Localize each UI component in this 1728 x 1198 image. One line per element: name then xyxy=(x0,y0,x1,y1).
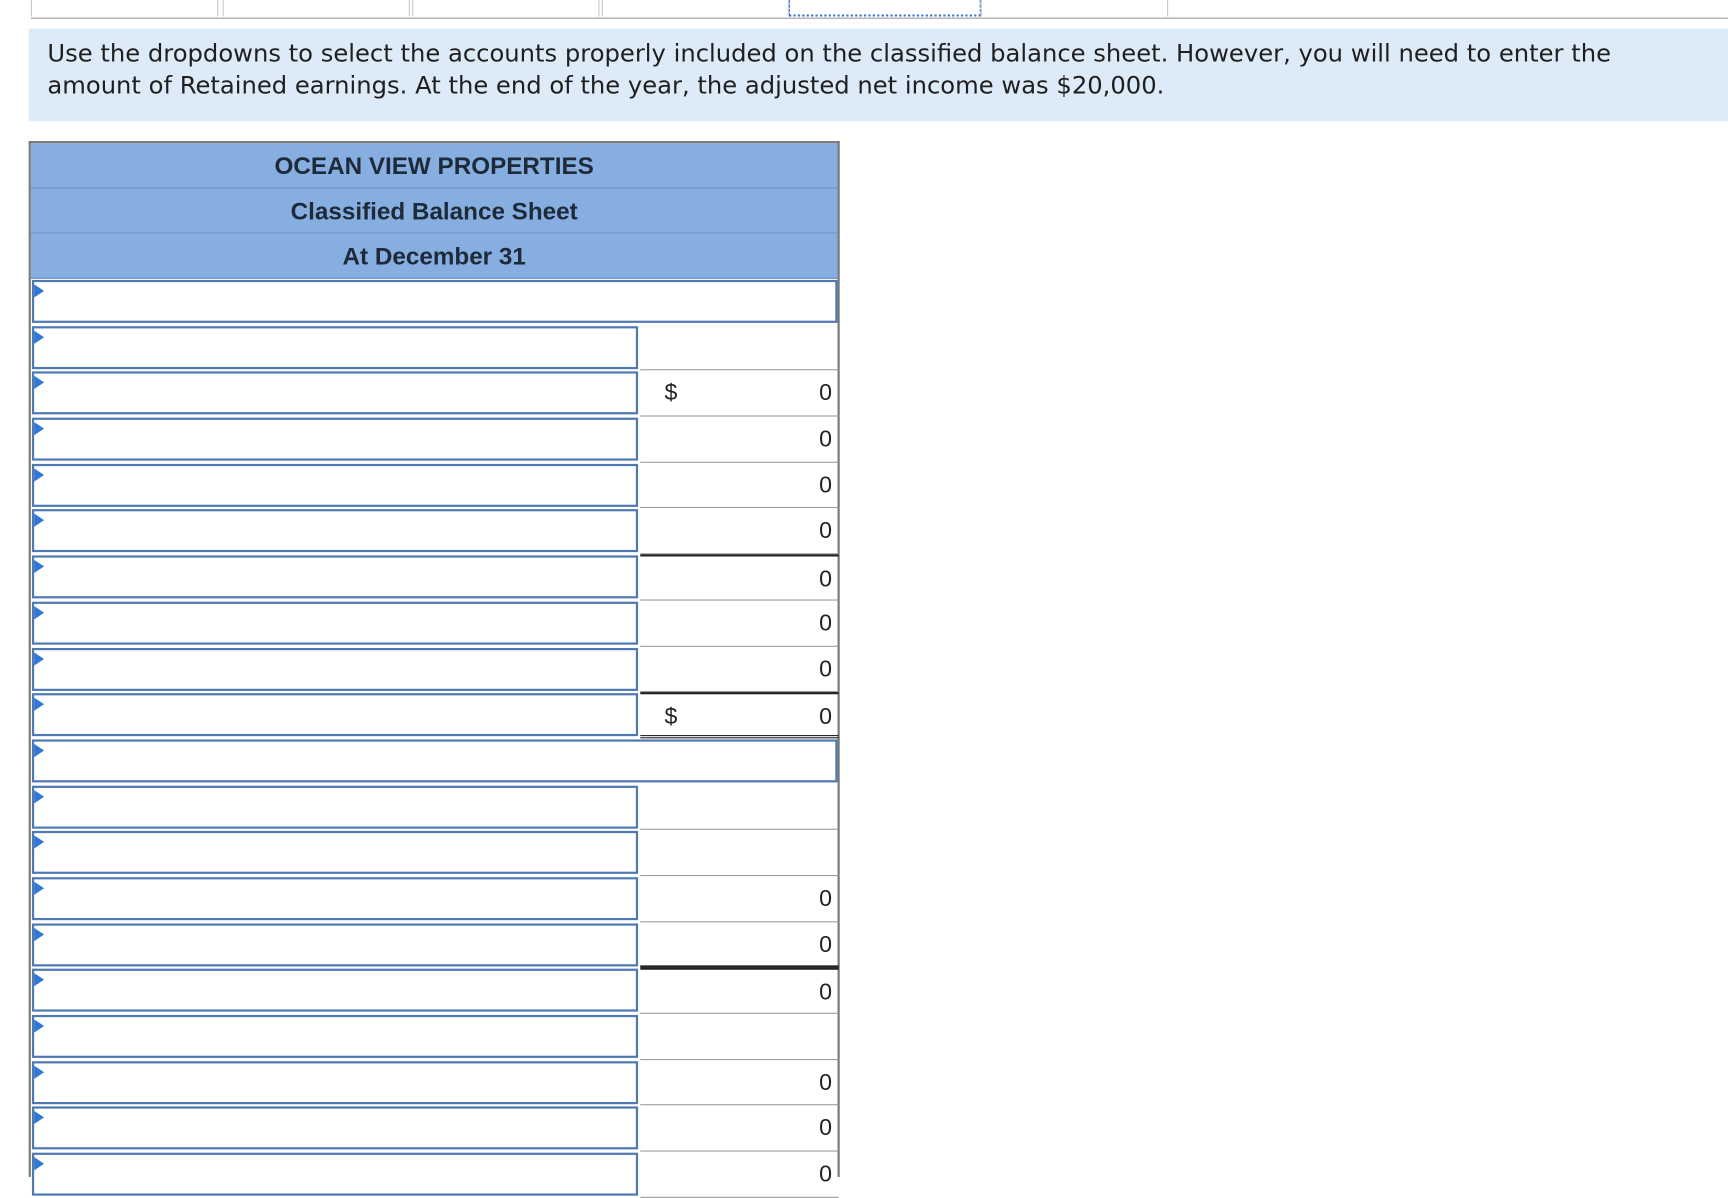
dropdown-marker-icon xyxy=(34,1019,44,1032)
statement-date: At December 31 xyxy=(31,234,838,279)
dropdown-marker-icon xyxy=(34,376,44,389)
sheet-row xyxy=(31,371,838,417)
account-dropdown[interactable] xyxy=(32,601,638,644)
instructions-banner xyxy=(29,29,1728,122)
amount-value: 0 xyxy=(819,1161,833,1187)
sheet-row xyxy=(31,1152,838,1198)
amount-cell[interactable] xyxy=(640,876,838,922)
amount-value: 0 xyxy=(819,656,833,682)
amount-cell[interactable] xyxy=(640,784,838,830)
sheet-row xyxy=(31,922,838,968)
dropdown-marker-icon xyxy=(34,560,44,573)
tab-2[interactable] xyxy=(223,0,410,17)
tab-1[interactable] xyxy=(31,0,218,17)
tab-4[interactable] xyxy=(602,0,789,17)
sheet-row xyxy=(31,509,838,555)
account-dropdown[interactable] xyxy=(32,556,638,599)
amount-value: 0 xyxy=(819,472,833,498)
sheet-row xyxy=(31,784,838,830)
account-dropdown[interactable] xyxy=(32,464,638,507)
tab-6[interactable] xyxy=(981,0,1168,17)
dropdown-marker-icon xyxy=(34,698,44,711)
dropdown-marker-icon xyxy=(34,882,44,895)
account-dropdown[interactable] xyxy=(32,1153,638,1196)
dropdown-marker-icon xyxy=(34,1065,44,1078)
dropdown-marker-icon xyxy=(34,744,44,757)
dropdown-marker-icon xyxy=(34,330,44,343)
amount-value: 0 xyxy=(819,426,833,452)
sheet-row xyxy=(31,1014,838,1060)
dropdown-marker-icon xyxy=(34,514,44,527)
dropdown-marker-icon xyxy=(34,1111,44,1124)
amount-cell[interactable] xyxy=(640,509,838,555)
amount-cell[interactable] xyxy=(640,968,838,1014)
statement-title: Classified Balance Sheet xyxy=(31,188,838,233)
amount-value: 0 xyxy=(819,610,833,636)
amount-value: 0 xyxy=(819,931,833,958)
company-name: OCEAN VIEW PROPERTIES xyxy=(31,143,838,188)
amount-cell[interactable] xyxy=(640,646,838,692)
amount-value: 0 xyxy=(819,704,833,730)
amount-cell[interactable] xyxy=(640,600,838,646)
balance-sheet-table xyxy=(29,141,840,1187)
section-heading-dropdown[interactable] xyxy=(32,280,838,323)
tab-strip xyxy=(31,0,1728,19)
account-dropdown[interactable] xyxy=(32,831,638,874)
amount-value: 0 xyxy=(819,380,833,406)
account-dropdown[interactable] xyxy=(32,923,638,966)
tab-3[interactable] xyxy=(412,0,599,17)
account-dropdown[interactable] xyxy=(32,785,638,828)
amount-cell[interactable] xyxy=(640,692,838,738)
amount-cell[interactable] xyxy=(640,1014,838,1060)
dropdown-marker-icon xyxy=(34,422,44,435)
sheet-row xyxy=(31,325,838,371)
amount-cell[interactable] xyxy=(640,1060,838,1106)
account-dropdown[interactable] xyxy=(32,510,638,553)
sheet-row xyxy=(31,554,838,600)
sheet-row xyxy=(31,279,838,325)
amount-cell[interactable] xyxy=(640,325,838,371)
account-dropdown[interactable] xyxy=(32,1061,638,1104)
sheet-row xyxy=(31,417,838,463)
section-heading-dropdown[interactable] xyxy=(32,739,838,782)
account-dropdown[interactable] xyxy=(32,647,638,690)
account-dropdown[interactable] xyxy=(32,326,638,369)
amount-value: 0 xyxy=(819,1115,833,1141)
currency-symbol: $ xyxy=(664,380,678,406)
amount-value: 0 xyxy=(819,1069,833,1096)
sheet-row xyxy=(31,738,838,784)
instructions-text: Use the dropdowns to select the accounts properly included on the classified balance sheet. However, you will need to enter the amount of Retained earnings. At the end of the year, the adjusted net income was $20,000. xyxy=(47,40,1611,101)
dropdown-marker-icon xyxy=(34,468,44,481)
account-dropdown[interactable] xyxy=(32,877,638,920)
dropdown-marker-icon xyxy=(34,973,44,986)
dropdown-marker-icon xyxy=(34,790,44,803)
amount-cell[interactable] xyxy=(640,463,838,509)
tab-5-active[interactable] xyxy=(789,0,981,17)
sheet-row xyxy=(31,876,838,922)
account-dropdown[interactable] xyxy=(32,418,638,461)
dropdown-marker-icon xyxy=(34,927,44,940)
sheet-row xyxy=(31,463,838,509)
dropdown-marker-icon xyxy=(34,284,44,297)
sheet-rows xyxy=(31,279,838,1198)
amount-cell[interactable] xyxy=(640,417,838,463)
sheet-row xyxy=(31,646,838,692)
sheet-row xyxy=(31,830,838,876)
amount-value: 0 xyxy=(819,980,833,1006)
account-dropdown[interactable] xyxy=(32,969,638,1012)
amount-cell[interactable] xyxy=(640,830,838,876)
currency-symbol: $ xyxy=(664,704,678,730)
sheet-row xyxy=(31,692,838,738)
account-dropdown[interactable] xyxy=(32,372,638,415)
dropdown-marker-icon xyxy=(34,652,44,665)
amount-value: 0 xyxy=(819,518,833,544)
sheet-row xyxy=(31,968,838,1014)
amount-cell[interactable] xyxy=(640,1152,838,1198)
dropdown-marker-icon xyxy=(34,836,44,849)
amount-value: 0 xyxy=(819,566,833,592)
dropdown-marker-icon xyxy=(34,606,44,619)
amount-cell[interactable] xyxy=(640,1106,838,1152)
sheet-row xyxy=(31,1060,838,1106)
dropdown-marker-icon xyxy=(34,1157,44,1170)
account-dropdown[interactable] xyxy=(32,1015,638,1058)
account-dropdown[interactable] xyxy=(32,1107,638,1150)
amount-value: 0 xyxy=(819,885,833,912)
sheet-row xyxy=(31,1106,838,1152)
amount-cell[interactable] xyxy=(640,554,838,600)
account-dropdown[interactable] xyxy=(32,693,638,736)
sheet-row xyxy=(31,600,838,646)
amount-cell[interactable] xyxy=(640,922,838,968)
amount-cell[interactable] xyxy=(640,371,838,417)
